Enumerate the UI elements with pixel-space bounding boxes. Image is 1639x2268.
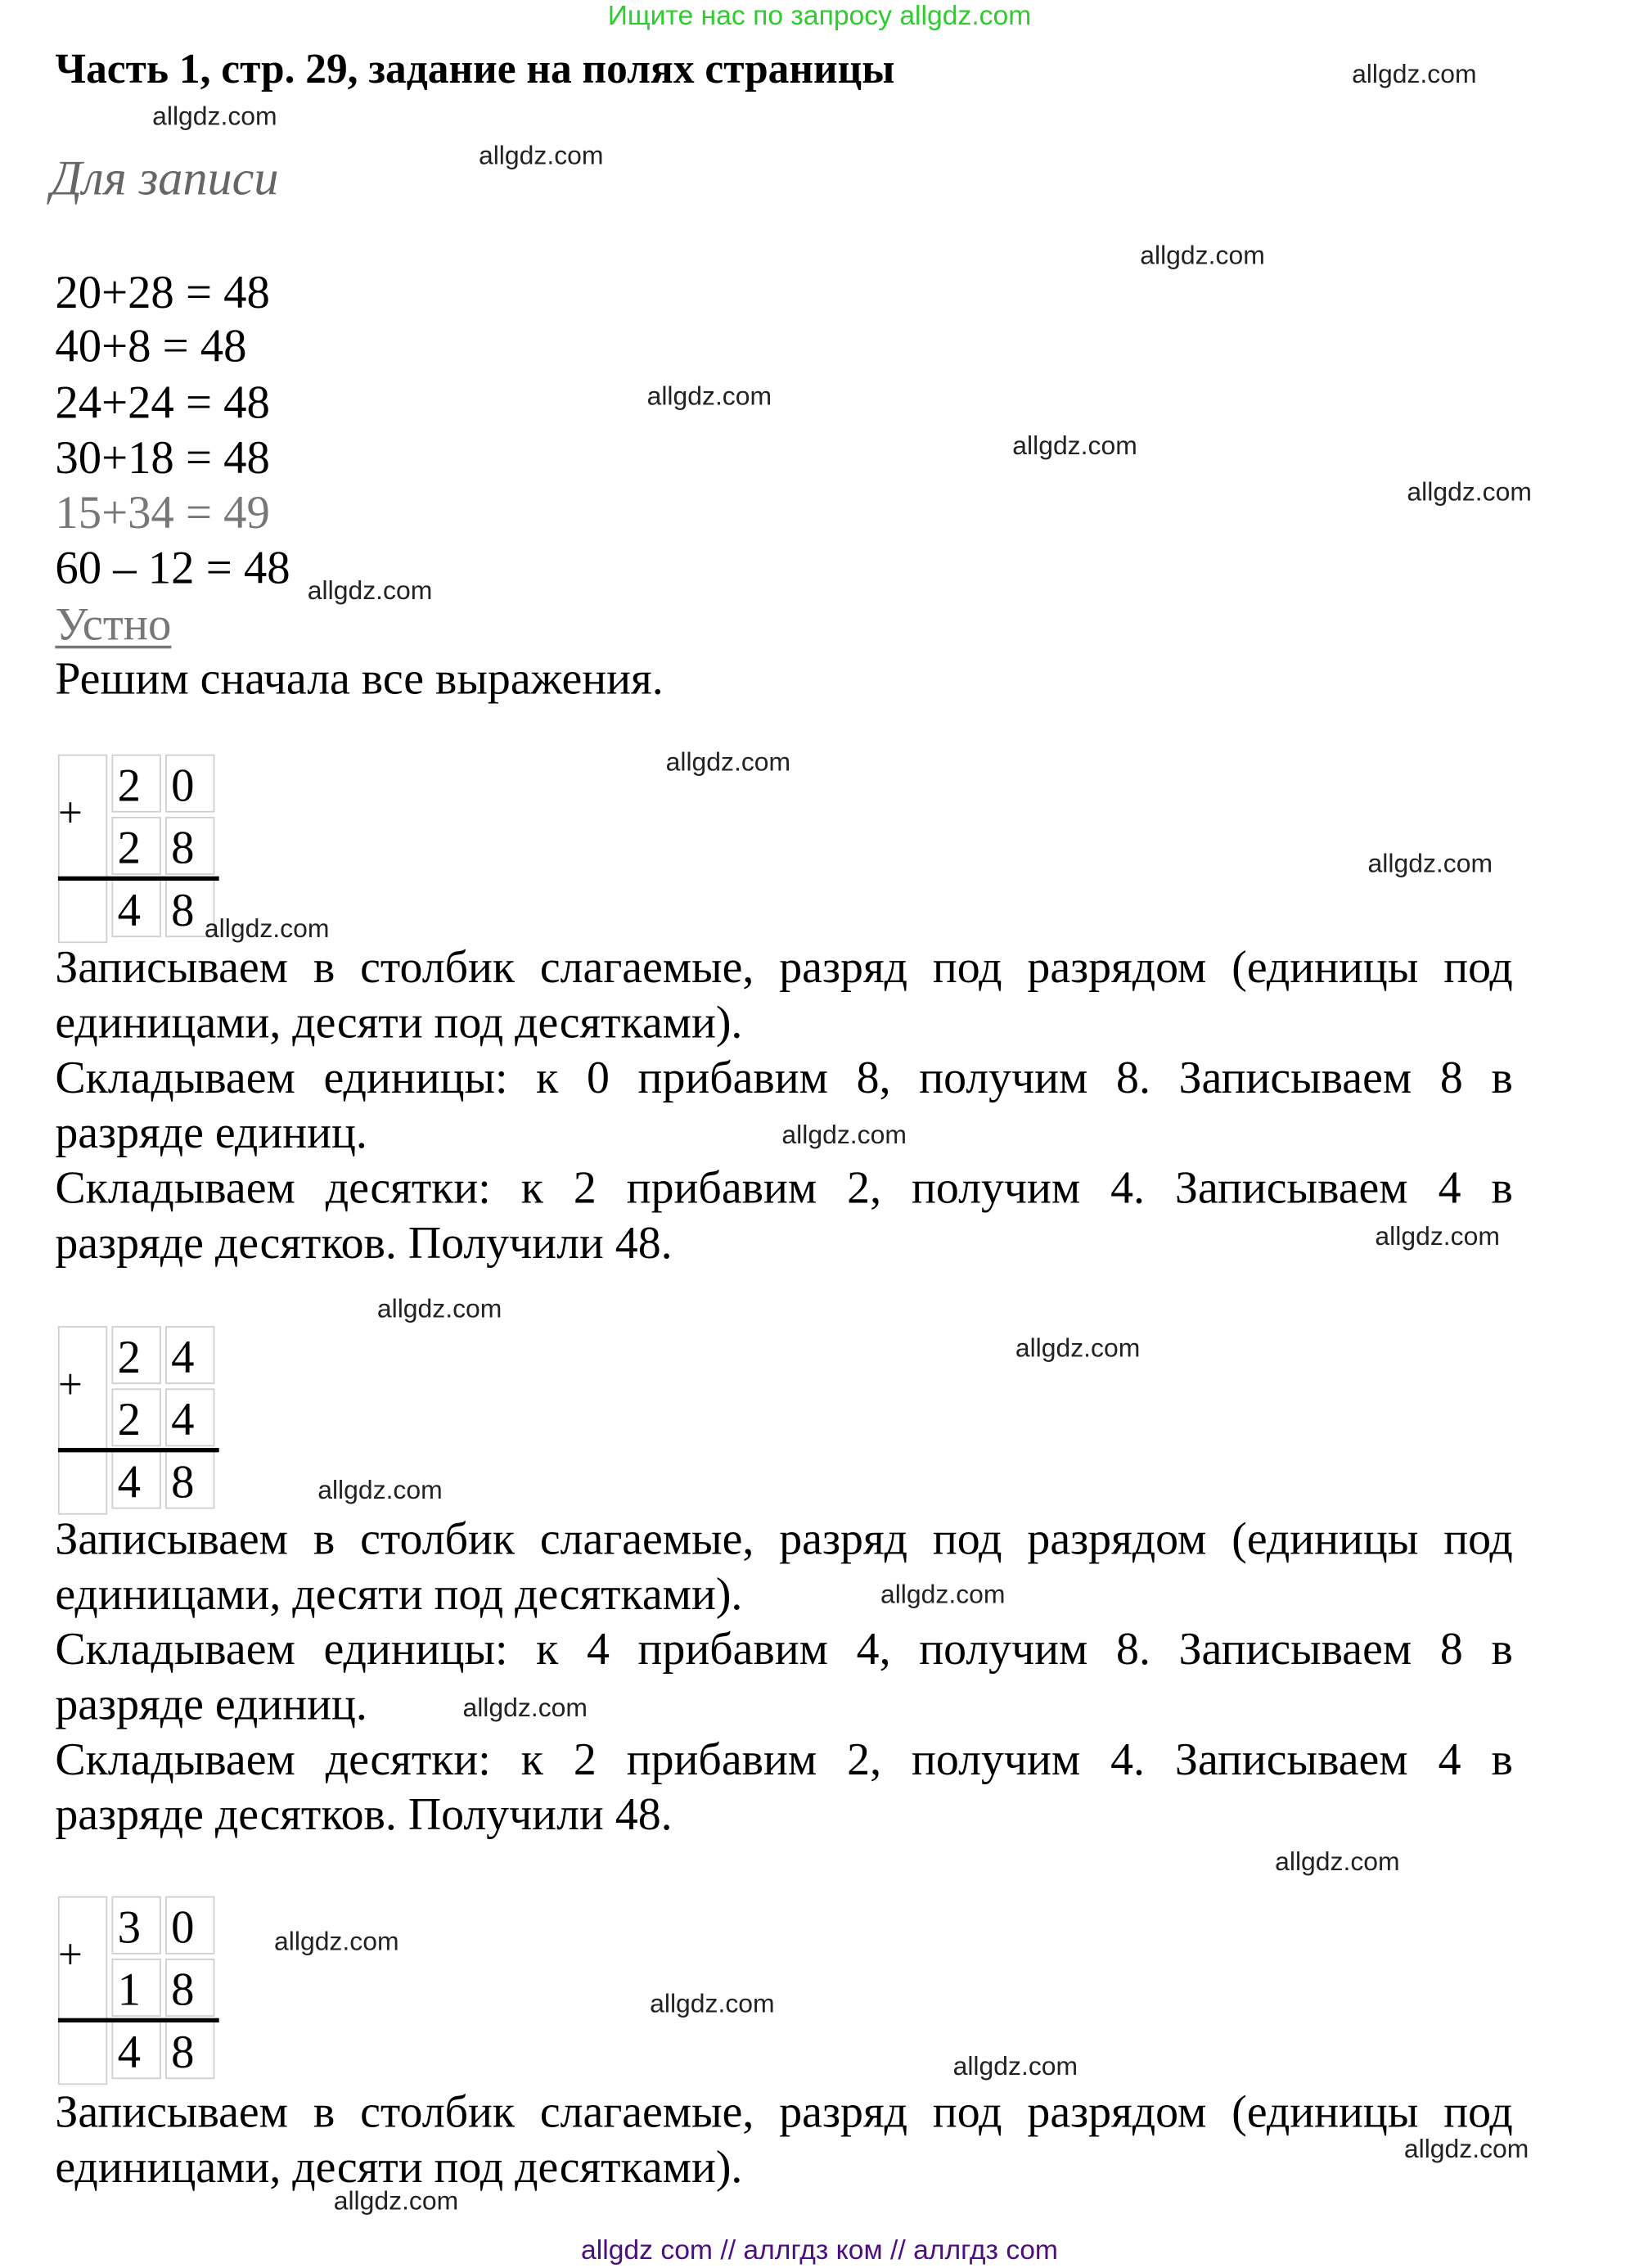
explanation-line: разряде единиц. xyxy=(55,1678,367,1729)
digit-cell: 0 xyxy=(165,755,214,813)
explanation-line: разряде десятков. Получили 48. xyxy=(55,1788,673,1840)
plus-sign: + xyxy=(57,1360,83,1409)
watermark: allgdz.com xyxy=(880,1580,1006,1609)
digit-cell: 4 xyxy=(165,1326,214,1384)
watermark: allgdz.com xyxy=(1140,241,1265,270)
explanation-line: разряде десятков. Получили 48. xyxy=(55,1217,673,1269)
watermark: allgdz.com xyxy=(1407,477,1532,507)
watermark: allgdz.com xyxy=(1367,848,1493,878)
watermark: allgdz.com xyxy=(152,101,277,131)
plus-sign: + xyxy=(57,1931,83,1979)
watermark: allgdz.com xyxy=(274,1927,399,1956)
watermark: allgdz.com xyxy=(462,1693,588,1723)
equation: 40+8 = 48 xyxy=(55,318,247,372)
sum-line xyxy=(58,1448,219,1452)
column-cell xyxy=(58,1326,107,1514)
digit-cell: 0 xyxy=(165,1896,214,1955)
watermark: allgdz.com xyxy=(646,381,772,411)
digit-cell: 4 xyxy=(111,879,160,937)
footer-links[interactable]: allgdz com // аллгдз ком // аллгдз com xyxy=(581,2235,1059,2266)
digit-cell: 8 xyxy=(165,1959,214,2017)
explanation-line: Складываем единицы: к 0 прибавим 8, получим 8. Записываем 8 в xyxy=(55,1052,1513,1103)
digit-cell: 4 xyxy=(111,2021,160,2079)
watermark: allgdz.com xyxy=(1403,2134,1529,2163)
explanation-line: Записываем в столбик слагаемые, разряд под разрядом (единицы под xyxy=(55,1513,1513,1564)
equation: 15+34 = 49 xyxy=(55,485,270,539)
watermark: allgdz.com xyxy=(1275,1846,1400,1876)
digit-cell: 4 xyxy=(165,1388,214,1446)
sum-line xyxy=(58,877,219,881)
explanation-line: единицами, десяти под десятками). xyxy=(55,996,743,1048)
watermark: allgdz.com xyxy=(204,913,330,944)
plus-sign: + xyxy=(57,789,83,837)
top-banner[interactable]: Ищите нас по запросу allgdz.com xyxy=(607,1,1032,32)
watermark: allgdz.com xyxy=(307,575,433,606)
explanation-line: Записываем в столбик слагаемые, разряд под разрядом (единицы под xyxy=(55,941,1513,993)
digit-cell: 2 xyxy=(111,1388,160,1446)
digit-cell: 2 xyxy=(111,817,160,875)
equation: 20+28 = 48 xyxy=(55,265,270,318)
watermark: allgdz.com xyxy=(478,140,604,170)
digit-cell: 3 xyxy=(111,1896,160,1955)
watermark: allgdz.com xyxy=(333,2186,459,2216)
explanation-line: Записываем в столбик слагаемые, разряд под разрядом (единицы под xyxy=(55,2085,1513,2138)
column-cell xyxy=(58,755,107,943)
intro-text: Решим сначала все выражения. xyxy=(55,652,664,704)
column-addition xyxy=(58,755,221,943)
explanation-line: единицами, десяти под десятками). xyxy=(55,1568,743,1620)
column-addition xyxy=(58,1896,221,2085)
explanation-line: Складываем единицы: к 4 прибавим 4, получим 8. Записываем 8 в xyxy=(55,1623,1513,1675)
explanation-line: Складываем десятки: к 2 прибавим 2, получим 4. Записываем 4 в xyxy=(55,1161,1513,1213)
watermark: allgdz.com xyxy=(650,1989,775,2018)
digit-cell: 8 xyxy=(165,1451,214,1509)
sum-line xyxy=(58,2018,219,2022)
digit-cell: 2 xyxy=(111,1326,160,1384)
watermark: allgdz.com xyxy=(665,746,791,777)
watermark: allgdz.com xyxy=(1012,431,1137,460)
column-addition xyxy=(58,1326,221,1514)
section-heading: Для записи xyxy=(51,152,279,206)
digit-cell: 4 xyxy=(111,1451,160,1509)
equation: 60 – 12 = 48 xyxy=(55,541,290,593)
watermark: allgdz.com xyxy=(317,1475,443,1505)
explanation-line: единицами, десяти под десятками). xyxy=(55,2141,743,2193)
equation: 30+18 = 48 xyxy=(55,431,270,484)
watermark: allgdz.com xyxy=(781,1120,907,1149)
watermark: allgdz.com xyxy=(376,1294,502,1323)
oral-label: Устно xyxy=(55,597,172,651)
equation: 24+24 = 48 xyxy=(55,376,270,428)
digit-cell: 1 xyxy=(111,1959,160,2017)
explanation-line: Складываем десятки: к 2 прибавим 2, получим 4. Записываем 4 в xyxy=(55,1734,1513,1785)
explanation-line: разряде единиц. xyxy=(55,1107,367,1158)
watermark: allgdz.com xyxy=(1352,59,1477,89)
digit-cell: 2 xyxy=(111,755,160,813)
digit-cell: 8 xyxy=(165,817,214,875)
watermark: allgdz.com xyxy=(1015,1333,1141,1363)
column-cell xyxy=(58,1896,107,2085)
digit-cell: 8 xyxy=(165,2021,214,2079)
digit-cell: 8 xyxy=(165,879,214,937)
watermark: allgdz.com xyxy=(952,2051,1078,2081)
watermark: allgdz.com xyxy=(1375,1221,1500,1251)
page-title: Часть 1, стр. 29, задание на полях страницы xyxy=(55,46,895,93)
